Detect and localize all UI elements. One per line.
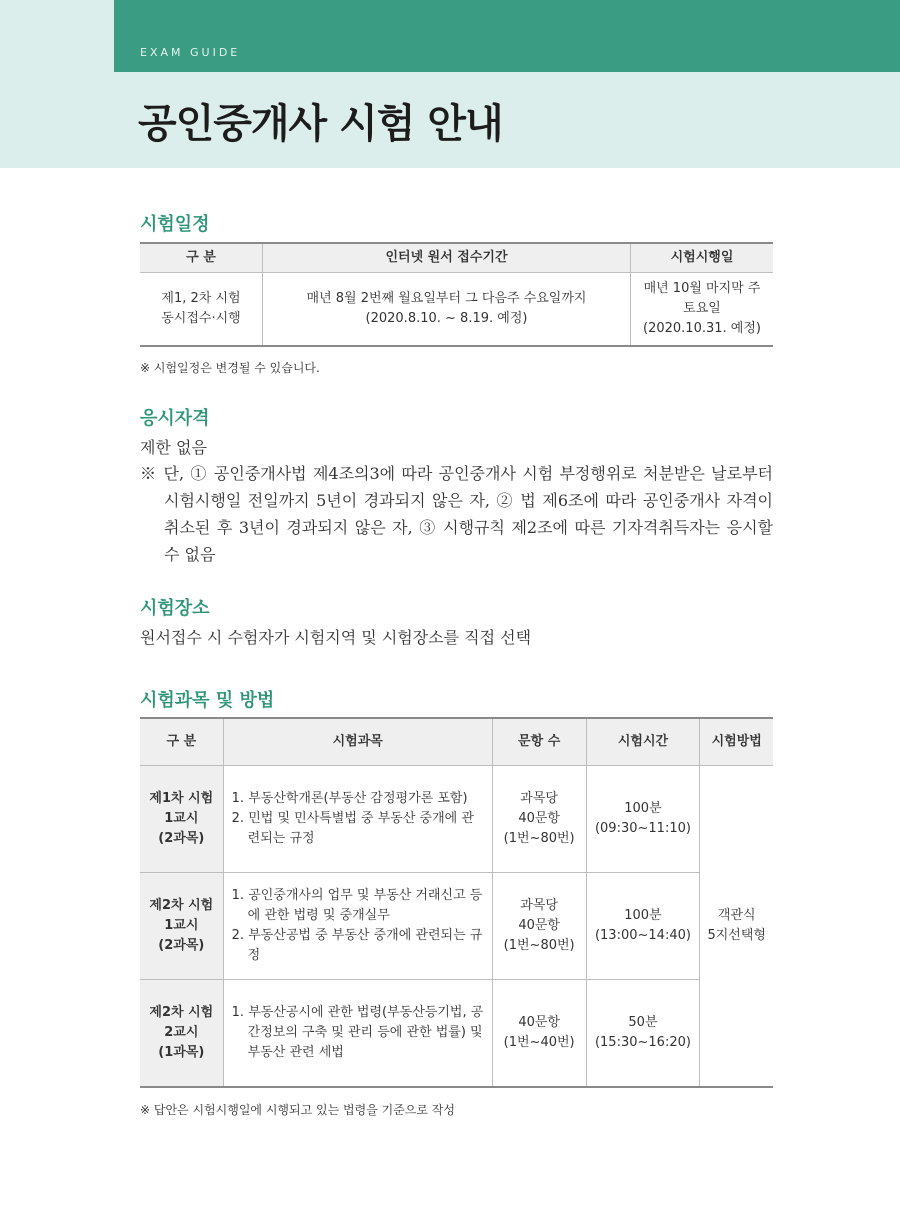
schedule-category-cell (140, 273, 263, 347)
subjects-time-line: (09:30~11:10) (594, 821, 691, 836)
schedule-header-row (140, 243, 773, 273)
schedule-title: 시험일정 (140, 214, 210, 235)
subjects-row (140, 980, 773, 1088)
subjects-label-line: (2과목) (158, 831, 205, 846)
subjects-list (232, 789, 484, 849)
subjects-label-line: 1교시 (164, 918, 199, 933)
subjects-method-cell (700, 766, 773, 1088)
subject-item: 1. 부동산학개론(부동산 감정평가론 포함) (231, 791, 468, 806)
subjects-count-line: 40문항 (518, 1015, 560, 1030)
subjects-col-subjects: 시험과목 (223, 718, 492, 766)
subjects-count-cell (492, 766, 586, 873)
location-title: 시험장소 (140, 598, 210, 619)
schedule-col-category: 구 분 (140, 243, 263, 273)
schedule-date-line: 토요일 (683, 301, 721, 316)
subjects-time-line: 100분 (624, 801, 662, 816)
schedule-period-line: 매년 8월 2번째 월요일부터 그 다음주 수요일까지 (306, 291, 587, 306)
qualification-text: 제한 없음 (140, 438, 207, 457)
subjects-time-cell (586, 980, 700, 1088)
subject-item: 1. 부동산공시에 관한 법령(부동산등기법, 공간정보의 구축 및 관리 등에 관한 법률) 및 부동산 관련 세법 (231, 1005, 484, 1060)
schedule-period-line: (2020.8.10. ~ 8.19. 예정) (365, 311, 528, 326)
schedule-table (140, 242, 773, 347)
subjects-row (140, 766, 773, 873)
subject-item: 2. 민법 및 민사특별법 중 부동산 중개에 관련되는 규정 (231, 811, 474, 846)
subjects-label-line: 제1차 시험 (149, 791, 214, 806)
subjects-col-count: 문항 수 (492, 718, 586, 766)
subjects-title: 시험과목 및 방법 (140, 690, 275, 711)
subjects-time-cell (586, 873, 700, 980)
header-tab (114, 0, 900, 72)
page-title: 공인중개사 시험 안내 (138, 101, 503, 147)
subjects-col-method: 시험방법 (700, 718, 773, 766)
schedule-date-cell (631, 273, 774, 347)
subjects-col-category: 구 분 (140, 718, 223, 766)
subjects-count-line: (1번~80번) (503, 938, 575, 953)
subjects-count-line: (1번~80번) (503, 831, 575, 846)
subjects-count-line: 40문항 (518, 811, 560, 826)
subjects-list (232, 1003, 484, 1063)
subjects-time-line: 100분 (624, 908, 662, 923)
subjects-list (232, 886, 484, 966)
subjects-count-line: 과목당 (520, 898, 558, 913)
qualification-note-block (140, 460, 773, 568)
subjects-count-line: 과목당 (520, 791, 558, 806)
subjects-method-line: 5지선택형 (707, 928, 766, 943)
subject-item: 1. 공인중개사의 업무 및 부동산 거래신고 등에 관한 법령 및 중개실무 (231, 888, 483, 923)
subject-item: 2. 부동산공법 중 부동산 중개에 관련되는 규정 (231, 928, 483, 963)
subjects-count-cell (492, 873, 586, 980)
schedule-category-line: 동시접수·시행 (161, 311, 241, 326)
schedule-date-line: (2020.10.31. 예정) (643, 321, 761, 336)
subjects-label-cell (140, 873, 223, 980)
subjects-list-cell (223, 766, 492, 873)
qualification-title: 응시자격 (140, 408, 210, 429)
schedule-note: ※ 시험일정은 변경될 수 있습니다. (140, 361, 320, 375)
subjects-label-cell (140, 766, 223, 873)
subjects-time-line: (13:00~14:40) (594, 928, 691, 943)
subjects-list-cell (223, 980, 492, 1088)
subjects-count-line: 40문항 (518, 918, 560, 933)
subjects-label-line: (2과목) (158, 938, 205, 953)
subjects-table (140, 717, 773, 1088)
subjects-time-cell (586, 766, 700, 873)
subjects-time-line: 50분 (628, 1015, 658, 1030)
subjects-list-cell (223, 873, 492, 980)
subjects-row (140, 873, 773, 980)
schedule-date-line: 매년 10월 마지막 주 (643, 281, 761, 296)
schedule-row (140, 273, 773, 347)
subjects-label-line: 2교시 (164, 1025, 199, 1040)
subjects-method-line: 객관식 (717, 908, 756, 923)
schedule-col-date: 시험시행일 (631, 243, 774, 273)
location-text: 원서접수 시 수험자가 시험지역 및 시험장소를 직접 선택 (140, 628, 532, 647)
subjects-col-time: 시험시간 (586, 718, 700, 766)
subjects-header-row (140, 718, 773, 766)
subjects-label-line: 1교시 (164, 811, 199, 826)
subjects-label-line: (1과목) (158, 1045, 205, 1060)
subjects-label-line: 제2차 시험 (149, 1005, 214, 1020)
subjects-count-line: (1번~40번) (503, 1035, 575, 1050)
schedule-category-line: 제1, 2차 시험 (161, 291, 241, 306)
subjects-note: ※ 답안은 시험시행일에 시행되고 있는 법령을 기준으로 작성 (140, 1103, 455, 1117)
subjects-label-cell (140, 980, 223, 1088)
schedule-col-period: 인터넷 원서 접수기간 (263, 243, 631, 273)
subjects-label-line: 제2차 시험 (149, 898, 214, 913)
exam-guide-label: EXAM GUIDE (140, 46, 241, 59)
subjects-time-line: (15:30~16:20) (594, 1035, 691, 1050)
subjects-count-cell (492, 980, 586, 1088)
schedule-period-cell (263, 273, 631, 347)
qualification-note: ※ 단, ① 공인중개사법 제4조의3에 따라 공인중개사 시험 부정행위로 처분받은 날로부터 시험시행일 전일까지 5년이 경과되지 않은 자, ② 법 제6조에 따라 공인중개사 자격이 취소된 후 3년이 경과되지 않은 자, ③ 시행규칙 제2조에 따른 기자격취득자는 응시할 수 없음 (140, 464, 773, 564)
